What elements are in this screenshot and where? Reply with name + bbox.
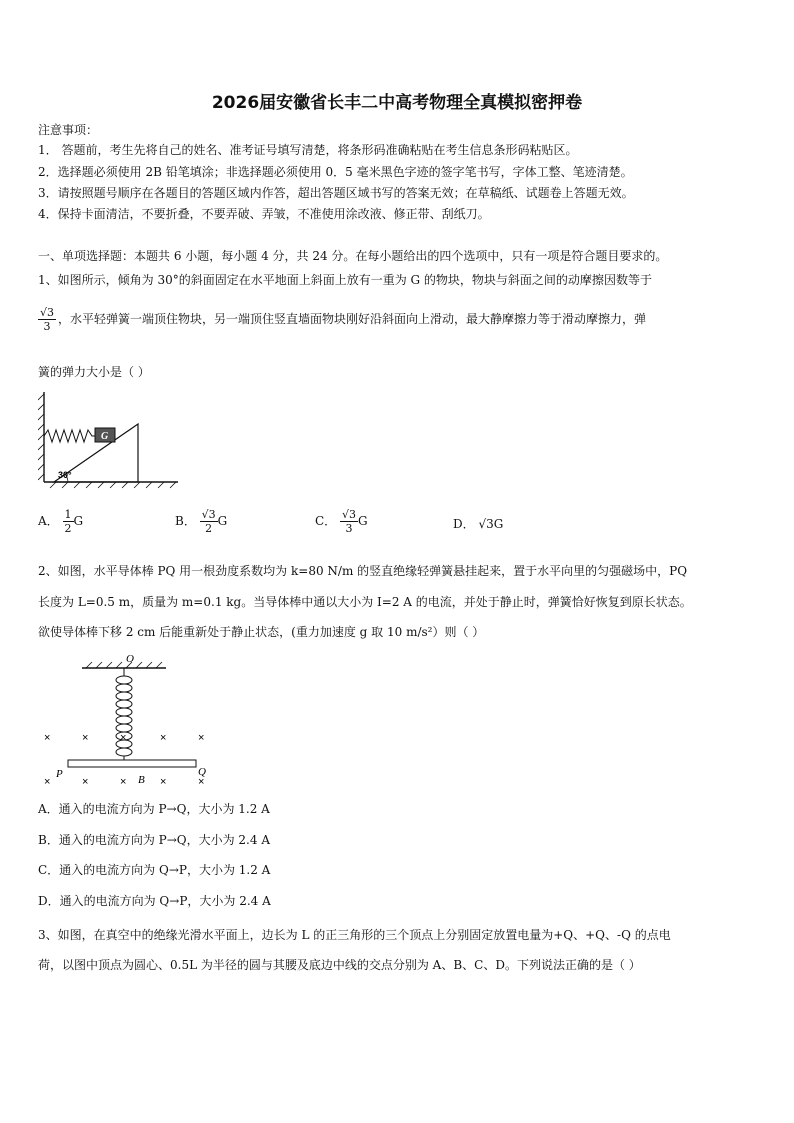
- conductor-rod: [68, 760, 196, 767]
- option-key: D．: [453, 517, 475, 531]
- q2-option-b[interactable]: B．通入的电流方向为 P→Q，大小为 2.4 A: [38, 833, 270, 847]
- option-root: √3: [478, 517, 494, 531]
- q1-incline-figure: [38, 390, 183, 490]
- cross-mark: ×: [120, 776, 127, 788]
- q1-line3: 簧的弹力大小是（ ）: [38, 365, 150, 379]
- q2-line3: 欲使导体棒下移 2 cm 后能重新处于静止状态，(重力加速度 g 取 10 m/s²）则（ ）: [38, 625, 485, 639]
- option-suffix: G: [358, 514, 368, 528]
- q2-option-d[interactable]: D．通入的电流方向为 Q→P，大小为 2.4 A: [38, 894, 271, 908]
- notice-heading: 注意事项：: [38, 123, 99, 137]
- section-heading: 一、单项选择题：本题共 6 小题，每小题 4 分，共 24 分。在每小题给出的四个选项中，只有一项是符合题目要求的。: [38, 249, 668, 263]
- q2-magnetic-figure: [38, 650, 218, 790]
- option-key: A．: [38, 514, 59, 528]
- q2-option-a[interactable]: A．通入的电流方向为 P→Q，大小为 1.2 A: [38, 802, 270, 816]
- cross-mark: ×: [198, 732, 205, 744]
- cross-mark: ×: [120, 732, 127, 744]
- notice-item-2: 2．选择题必须使用 2B 铅笔填涂；非选择题必须使用 0．5 毫米黑色字迹的签字笔书写，字体工整、笔迹清楚。: [38, 165, 633, 179]
- angle-label: 30°: [58, 470, 72, 480]
- block-label: G: [101, 431, 109, 442]
- option-suffix: G: [217, 514, 228, 528]
- cross-mark: ×: [160, 732, 167, 744]
- q2-line1: 2、如图，水平导体棒 PQ 用一根劲度系数均为 k=80 N/m 的竖直绝缘轻弹簧悬挂起来，置于水平向里的匀强磁场中，PQ: [38, 564, 688, 578]
- ceiling-hatch: [86, 662, 162, 668]
- cross-mark: ×: [198, 776, 205, 788]
- notice-item-3: 3．请按照题号顺序在各题目的答题区域内作答，超出答题区域书写的答案无效；在草稿纸、试题卷上答题无效。: [38, 186, 634, 200]
- cross-mark: ×: [160, 776, 167, 788]
- wall-hatch: [38, 394, 44, 480]
- option-suffix: G: [73, 514, 84, 528]
- q-label: Q: [198, 766, 206, 778]
- q3-line2: 荷，以图中顶点为圆心、0.5L 为半径的圆与其腰及底边中线的交点分别为 A、B、C、D。下列说法正确的是（ ）: [38, 958, 641, 972]
- option-suffix: G: [493, 517, 504, 531]
- option-fraction: $\frac{1}{2}$: [64, 508, 72, 535]
- q2-option-c[interactable]: C．通入的电流方向为 Q→P，大小为 1.2 A: [38, 863, 271, 877]
- q1-fraction: [38, 306, 56, 333]
- notice-item-4: 4．保持卡面清洁，不要折叠，不要弄破、弄皱，不准使用涂改液、修正带、刮纸刀。: [38, 207, 490, 221]
- option-fraction: $\frac{√3}{3}$: [342, 508, 357, 535]
- notice-item-1: 1． 答题前，考生先将自己的姓名、准考证号填写清楚，将条形码准确粘贴在考生信息条形码粘贴区。: [38, 143, 578, 157]
- option-key: C．: [315, 514, 337, 528]
- cross-mark: ×: [44, 732, 51, 744]
- q1-option-c[interactable]: [315, 508, 368, 535]
- option-fraction: $\frac{√3}{2}$: [201, 508, 216, 535]
- q1-line2-text: ，水平轻弹簧一端顶住物块，另一端顶住竖直墙面物块刚好沿斜面向上滑动，最大静摩擦力等于滑动摩擦力，弹: [58, 312, 647, 326]
- cross-mark: ×: [82, 776, 89, 788]
- cross-mark: ×: [44, 776, 51, 788]
- spring-coil: [44, 430, 96, 442]
- option-key: B．: [175, 514, 196, 528]
- q1-option-d[interactable]: [453, 516, 503, 532]
- p-label: P: [56, 768, 63, 780]
- o-label: O: [126, 653, 134, 665]
- q3-line1: 3、如图，在真空中的绝缘光滑水平面上，边长为 L 的正三角形的三个顶点上分别固定放置电量为+Q、+Q、-Q 的点电: [38, 928, 671, 942]
- cross-mark: ×: [82, 732, 89, 744]
- q1-line1: 1、如图所示，倾角为 30°的斜面固定在水平地面上斜面上放有一重为 G 的物块，物块与斜面之间的动摩擦因数等于: [38, 273, 652, 287]
- spring-coil: [116, 668, 132, 760]
- q1-option-a[interactable]: [38, 508, 83, 535]
- page-title: 2026届安徽省长丰二中高考物理全真模拟密押卷: [211, 93, 583, 113]
- q1-option-b[interactable]: [175, 508, 227, 535]
- q1-frac-den: 3: [43, 320, 51, 333]
- ground-hatch: [50, 482, 176, 488]
- b-label: B: [138, 774, 145, 786]
- q1-line2: [38, 306, 646, 333]
- q2-line2: 长度为 L=0.5 m，质量为 m=0.1 kg。当导体棒中通以大小为 I=2 A 的电流，并处于静止时，弹簧恰好恢复到原长状态。: [38, 595, 692, 609]
- q1-frac-num: √3: [40, 306, 55, 319]
